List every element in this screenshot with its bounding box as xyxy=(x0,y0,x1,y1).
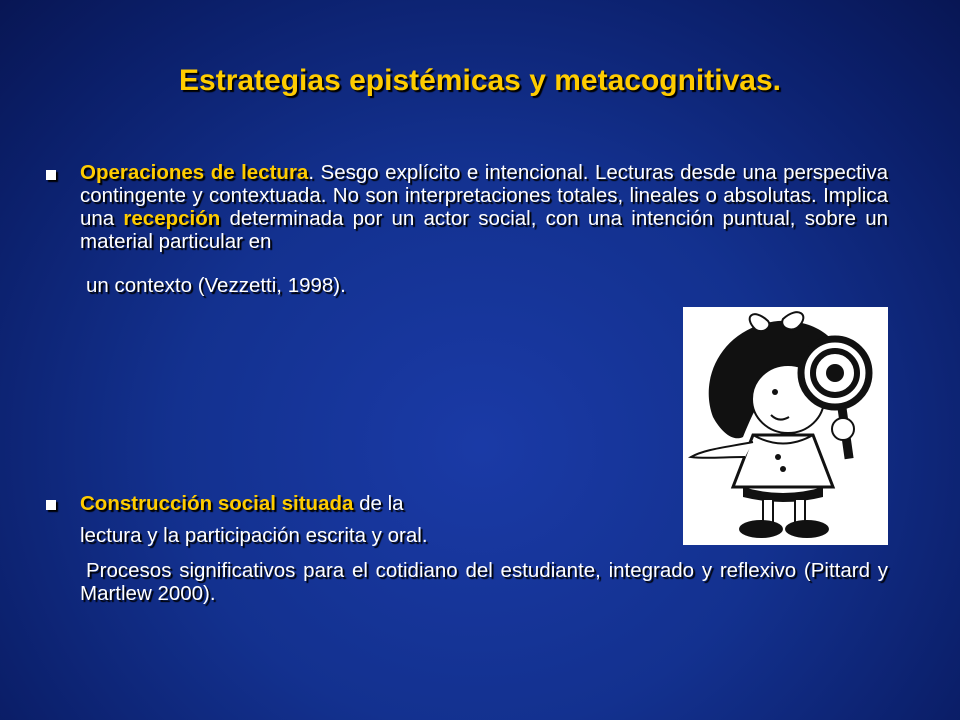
bullet-marker xyxy=(46,500,56,510)
bullet-1-continuation: un contexto (Vezzetti, 1998). xyxy=(86,274,346,297)
bullet-1-body-a: . Sesgo explícito e intencional. Lecturas desde una perspectiva contingente y contextuada. No son interpretaciones totales, lineales o absolutas. Implica una xyxy=(80,161,888,230)
mafalda-illustration xyxy=(683,307,888,545)
bullet-2-second-line: lectura y la participación escrita y oral. xyxy=(80,524,428,547)
bullet-1-highlight: recepción xyxy=(123,207,221,230)
slide-title: Estrategias epistémicas y metacognitivas. xyxy=(179,64,781,97)
bullet-1-text xyxy=(80,161,888,253)
bullet-1-body-b: determinada por un actor social, con una intención puntual, sobre un material particular en xyxy=(80,207,888,253)
bullet-2-lead: Construcción social situada xyxy=(80,492,354,515)
bullet-marker xyxy=(46,170,56,180)
bullet-2-paragraph: Procesos significativos para el cotidiano del estudiante, integrado y reflexivo (Pittard y Martlew 2000). xyxy=(80,559,888,605)
mafalda-drawing-icon xyxy=(683,307,888,545)
bullet-2-body: de la xyxy=(353,492,404,515)
bullet-1-lead: Operaciones de lectura xyxy=(80,161,309,184)
bullet-2-first-line xyxy=(80,492,404,515)
